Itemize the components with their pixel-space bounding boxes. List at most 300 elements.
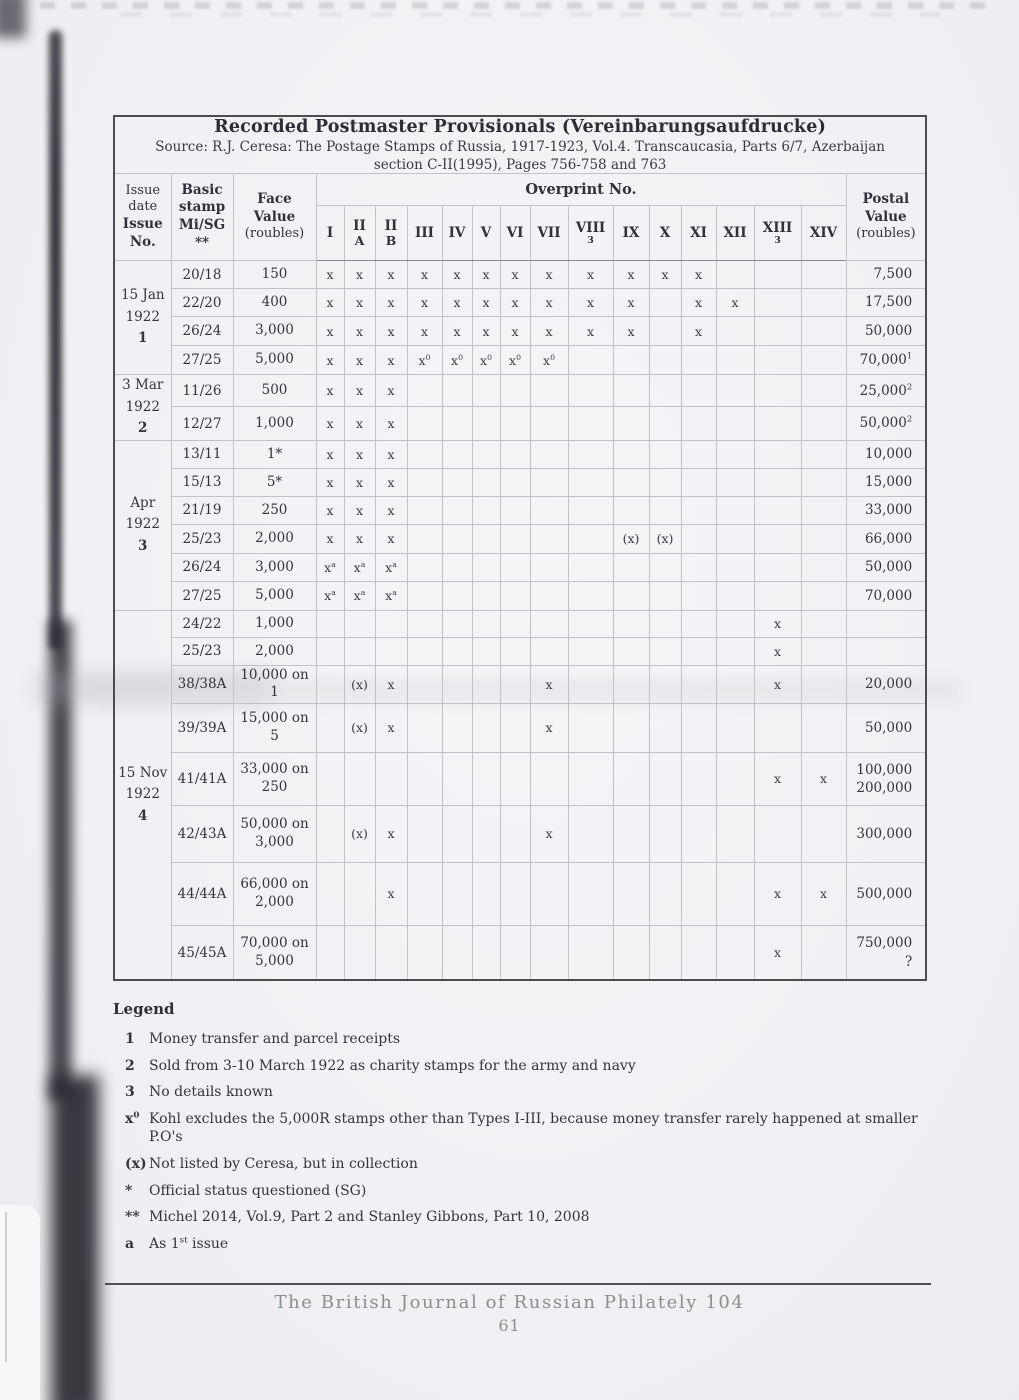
overprint-mark-cell — [472, 468, 500, 496]
table-row — [114, 610, 926, 637]
face-value-cell: 250 — [233, 496, 316, 524]
overprint-mark-cell — [442, 703, 472, 752]
overprint-mark-cell: $x^a$ — [375, 581, 407, 610]
legend-text: Sold from 3-10 March 1922 as charity stamps for the army and navy — [149, 1057, 636, 1074]
overprint-mark-cell — [344, 925, 375, 980]
face-value-cell: 5* — [233, 468, 316, 496]
overprint-mark-cell: x — [754, 925, 801, 980]
overprint-mark-cell — [801, 805, 846, 862]
table-row — [114, 805, 926, 862]
overprint-mark-cell: x — [530, 261, 568, 289]
postal-value-cell: 70,000$^1$ — [846, 346, 926, 375]
overprint-mark-cell — [801, 440, 846, 468]
footer-rule — [105, 1283, 931, 1285]
overprint-mark-cell — [530, 524, 568, 553]
postal-value-cell: 10,000 — [846, 440, 926, 468]
overprint-mark-cell: x — [316, 440, 344, 468]
overprint-mark-cell — [530, 407, 568, 440]
overprint-mark-cell — [500, 496, 530, 524]
overprint-mark-cell: $x^a$ — [344, 581, 375, 610]
overprint-mark-cell — [716, 703, 754, 752]
overprint-mark-cell: x — [375, 524, 407, 553]
overprint-mark-cell — [500, 703, 530, 752]
overprint-mark-cell — [716, 637, 754, 665]
overprint-mark-cell — [754, 524, 801, 553]
overprint-mark-cell: x — [344, 289, 375, 317]
overprint-mark-cell — [801, 524, 846, 553]
overprint-mark-cell — [472, 703, 500, 752]
legend-item — [113, 1057, 923, 1075]
legend-heading: Legend — [113, 1000, 175, 1018]
overprint-mark-cell — [568, 468, 613, 496]
face-value-header-unit: (roubles) — [244, 226, 305, 242]
issue-date-cell: Apr 1922 3 — [114, 440, 171, 610]
scanner-bed-line — [5, 1212, 7, 1362]
face-value-cell: 400 — [233, 289, 316, 317]
overprint-mark-cell — [801, 665, 846, 703]
overprint-mark-cell — [801, 346, 846, 375]
face-value-cell: 1* — [233, 440, 316, 468]
table-row — [114, 261, 926, 289]
overprint-mark-cell — [568, 637, 613, 665]
overprint-col-header: VII — [530, 206, 568, 261]
overprint-mark-cell — [530, 553, 568, 581]
overprint-mark-cell — [442, 581, 472, 610]
legend-symbol: 3 — [125, 1084, 135, 1101]
legend-symbol: * — [125, 1182, 133, 1199]
overprint-mark-cell — [500, 925, 530, 980]
overprint-mark-cell — [500, 553, 530, 581]
overprint-mark-cell: $x^a$ — [344, 553, 375, 581]
stamp-cell: 15/13 — [171, 468, 233, 496]
overprint-mark-cell — [407, 375, 442, 407]
overprint-mark-cell: x — [316, 468, 344, 496]
overprint-mark-cell: x — [344, 261, 375, 289]
overprint-mark-cell — [801, 610, 846, 637]
overprint-mark-cell: x — [375, 468, 407, 496]
postal-value-cell: 50,000$^2$ — [846, 407, 926, 440]
overprint-mark-cell — [375, 752, 407, 805]
overprint-mark-cell — [716, 440, 754, 468]
overprint-mark-cell — [407, 407, 442, 440]
overprint-mark-cell — [442, 468, 472, 496]
overprint-mark-cell — [407, 752, 442, 805]
postal-value-cell: 300,000 — [846, 805, 926, 862]
overprint-mark-cell — [500, 524, 530, 553]
face-value-cell: 5,000 — [233, 581, 316, 610]
overprint-mark-cell — [716, 553, 754, 581]
overprint-mark-cell — [568, 407, 613, 440]
overprint-mark-cell: x — [375, 496, 407, 524]
overprint-mark-cell — [754, 346, 801, 375]
overprint-mark-cell: x — [375, 261, 407, 289]
overprint-mark-cell — [472, 375, 500, 407]
overprint-mark-cell — [530, 375, 568, 407]
overprint-mark-cell — [649, 289, 681, 317]
postal-value-cell: 7,500 — [846, 261, 926, 289]
issue-date-cell: 3 Mar 1922 2 — [114, 375, 171, 441]
postal-value-cell: 20,000 — [846, 665, 926, 703]
legend-text: Official status questioned (SG) — [149, 1182, 367, 1199]
legend-text: Michel 2014, Vol.9, Part 2 and Stanley Gibbons, Part 10, 2008 — [149, 1209, 590, 1226]
legend-item — [113, 1155, 923, 1173]
table-row — [114, 440, 926, 468]
overprint-mark-cell: x — [375, 289, 407, 317]
overprint-mark-cell — [568, 346, 613, 375]
stamp-cell: 21/19 — [171, 496, 233, 524]
overprint-mark-cell — [649, 468, 681, 496]
postal-value-cell — [846, 610, 926, 637]
overprint-mark-cell: x — [681, 317, 716, 346]
overprint-mark-cell — [681, 496, 716, 524]
overprint-mark-cell — [681, 862, 716, 925]
stamp-cell: 26/24 — [171, 317, 233, 346]
overprint-mark-cell — [500, 375, 530, 407]
stamp-cell: 26/24 — [171, 553, 233, 581]
overprint-mark-cell — [407, 524, 442, 553]
overprint-mark-cell — [716, 752, 754, 805]
postal-value-cell — [846, 637, 926, 665]
overprint-mark-cell — [716, 524, 754, 553]
overprint-mark-cell: x — [568, 261, 613, 289]
table-row — [114, 637, 926, 665]
overprint-mark-cell — [375, 610, 407, 637]
overprint-mark-cell — [716, 317, 754, 346]
overprint-mark-cell: x — [530, 703, 568, 752]
overprint-mark-cell — [613, 805, 649, 862]
issue-date-cell: 15 Jan 1922 1 — [114, 261, 171, 375]
overprint-mark-cell — [649, 665, 681, 703]
overprint-mark-cell — [613, 440, 649, 468]
overprint-mark-cell — [344, 752, 375, 805]
overprint-mark-cell — [568, 375, 613, 407]
postal-value-cell: 100,000 200,000 — [846, 752, 926, 805]
overprint-mark-cell — [801, 925, 846, 980]
overprint-mark-cell — [375, 637, 407, 665]
overprint-mark-cell: x — [472, 261, 500, 289]
overprint-mark-cell — [801, 407, 846, 440]
overprint-mark-cell — [316, 925, 344, 980]
overprint-mark-cell — [568, 925, 613, 980]
face-value-cell: 70,000 on 5,000 — [233, 925, 316, 980]
overprint-mark-cell — [754, 440, 801, 468]
table-row — [114, 703, 926, 752]
overprint-mark-cell: x — [344, 496, 375, 524]
overprint-mark-cell — [568, 553, 613, 581]
face-value-cell: 10,000 on 1 — [233, 665, 316, 703]
overprint-col-header: III — [407, 206, 442, 261]
overprint-mark-cell — [442, 862, 472, 925]
legend-symbol: ** — [125, 1209, 140, 1226]
overprint-mark-cell: x — [375, 703, 407, 752]
overprint-mark-cell: x — [375, 440, 407, 468]
postal-value-cell: 50,000 — [846, 553, 926, 581]
overprint-mark-cell: x — [316, 375, 344, 407]
overprint-mark-cell — [613, 925, 649, 980]
overprint-mark-cell: x — [375, 375, 407, 407]
legend-text: As 1st issue — [149, 1235, 229, 1252]
legend-item — [113, 1083, 923, 1101]
overprint-mark-cell — [754, 496, 801, 524]
overprint-mark-cell — [500, 752, 530, 805]
overprint-mark-cell — [530, 496, 568, 524]
overprint-mark-cell — [649, 496, 681, 524]
overprint-mark-cell — [801, 637, 846, 665]
overprint-mark-cell: x — [316, 407, 344, 440]
legend-items — [113, 1030, 923, 1253]
face-value-cell: 3,000 — [233, 317, 316, 346]
overprint-mark-cell — [754, 407, 801, 440]
issue-date-cell: 15 Nov 1922 4 — [114, 610, 171, 980]
overprint-mark-cell — [568, 703, 613, 752]
legend-text: Not listed by Ceresa, but in collection — [149, 1155, 418, 1172]
overprint-mark-cell — [500, 637, 530, 665]
overprint-mark-cell: x — [442, 289, 472, 317]
issue-date-header-top: Issue date — [125, 182, 161, 215]
issue-date-header-bottom: Issue No. — [122, 216, 163, 250]
overprint-mark-cell — [530, 581, 568, 610]
overprint-mark-cell — [568, 752, 613, 805]
table-row — [114, 346, 926, 375]
face-value-cell: 2,000 — [233, 637, 316, 665]
scan-edge-band-bottom — [51, 1075, 99, 1400]
overprint-mark-cell — [442, 440, 472, 468]
overprint-mark-cell — [649, 752, 681, 805]
face-value-cell: 33,000 on 250 — [233, 752, 316, 805]
legend-text: Kohl excludes the 5,000R stamps other than Types I-III, because money transfer rarely happened at smaller P.O's — [149, 1111, 918, 1146]
legend-symbol: $x^0$ — [125, 1110, 140, 1128]
footer-page-number: 61 — [498, 1316, 521, 1335]
legend-symbol: a — [125, 1236, 135, 1252]
legend-symbol: (x) — [125, 1155, 147, 1172]
overprint-mark-cell — [681, 524, 716, 553]
overprint-mark-cell — [500, 581, 530, 610]
legend-item — [113, 1208, 923, 1226]
overprint-mark-cell: x — [500, 261, 530, 289]
overprint-mark-cell — [801, 468, 846, 496]
overprint-mark-cell: x — [649, 261, 681, 289]
overprint-mark-cell: x — [754, 610, 801, 637]
overprint-mark-cell: x — [801, 862, 846, 925]
overprint-mark-cell — [407, 862, 442, 925]
stamp-cell: 11/26 — [171, 375, 233, 407]
postal-value-cell: 17,500 — [846, 289, 926, 317]
overprint-mark-cell — [681, 375, 716, 407]
overprint-mark-cell — [801, 317, 846, 346]
overprint-mark-cell — [568, 610, 613, 637]
overprint-mark-cell: (x) — [344, 703, 375, 752]
overprint-mark-cell — [568, 665, 613, 703]
overprint-mark-cell — [472, 862, 500, 925]
scan-noise-top-2 — [120, 12, 940, 17]
overprint-mark-cell — [649, 440, 681, 468]
overprint-mark-cell — [344, 610, 375, 637]
overprint-mark-cell — [472, 553, 500, 581]
overprint-mark-cell — [681, 581, 716, 610]
overprint-mark-cell: x — [442, 317, 472, 346]
face-value-cell: 2,000 — [233, 524, 316, 553]
overprint-mark-cell: x — [344, 407, 375, 440]
overprint-mark-cell — [407, 440, 442, 468]
overprint-mark-cell — [681, 665, 716, 703]
overprint-mark-cell: $x^0$ — [472, 346, 500, 375]
provisionals-table — [113, 115, 927, 981]
overprint-mark-cell — [407, 496, 442, 524]
overprint-mark-cell — [754, 581, 801, 610]
overprint-mark-cell — [716, 346, 754, 375]
overprint-mark-cell — [407, 468, 442, 496]
postal-value-cell: 750,000 ? — [846, 925, 926, 980]
stamp-cell: 12/27 — [171, 407, 233, 440]
overprint-col-header: II A — [344, 206, 375, 261]
overprint-mark-cell: $x^0$ — [407, 346, 442, 375]
legend-item — [113, 1110, 923, 1146]
stamp-cell: 39/39A — [171, 703, 233, 752]
stamp-cell: 45/45A — [171, 925, 233, 980]
overprint-mark-cell — [442, 665, 472, 703]
overprint-mark-cell — [681, 752, 716, 805]
legend-text: Money transfer and parcel receipts — [149, 1031, 401, 1047]
overprint-mark-cell — [613, 553, 649, 581]
overprint-mark-cell: (x) — [344, 665, 375, 703]
overprint-col-header: XII — [716, 206, 754, 261]
overprint-mark-cell: x — [500, 317, 530, 346]
face-value-cell: 1,000 — [233, 610, 316, 637]
overprint-mark-cell — [500, 805, 530, 862]
face-value-header — [233, 174, 316, 261]
overprint-mark-cell: $x^a$ — [316, 553, 344, 581]
table-row — [114, 665, 926, 703]
overprint-mark-cell: x — [316, 261, 344, 289]
overprint-mark-cell — [649, 610, 681, 637]
overprint-mark-cell — [801, 496, 846, 524]
overprint-mark-cell: x — [801, 752, 846, 805]
overprint-mark-cell — [407, 610, 442, 637]
face-value-cell: 15,000 on 5 — [233, 703, 316, 752]
overprint-mark-cell — [316, 637, 344, 665]
overprint-mark-cell — [442, 407, 472, 440]
overprint-mark-cell — [407, 703, 442, 752]
overprint-mark-cell: x — [375, 665, 407, 703]
overprint-mark-cell — [442, 805, 472, 862]
overprint-mark-cell — [716, 665, 754, 703]
overprint-mark-cell — [407, 925, 442, 980]
overprint-mark-cell: x — [316, 289, 344, 317]
overprint-mark-cell: (x) — [344, 805, 375, 862]
overprint-mark-cell: x — [442, 261, 472, 289]
overprint-mark-cell — [472, 637, 500, 665]
postal-value-cell: 50,000 — [846, 317, 926, 346]
overprint-mark-cell — [649, 925, 681, 980]
postal-value-cell: 15,000 — [846, 468, 926, 496]
overprint-mark-cell — [681, 925, 716, 980]
overprint-mark-cell — [754, 289, 801, 317]
overprint-mark-cell: $x^a$ — [375, 553, 407, 581]
overprint-mark-cell — [530, 752, 568, 805]
overprint-mark-cell: x — [530, 665, 568, 703]
overprint-col-header: IX — [613, 206, 649, 261]
overprint-mark-cell: x — [407, 261, 442, 289]
overprint-mark-cell — [530, 610, 568, 637]
overprint-group-header: Overprint No. — [316, 174, 846, 206]
overprint-mark-cell — [472, 496, 500, 524]
overprint-mark-cell: x — [344, 468, 375, 496]
overprint-mark-cell — [472, 805, 500, 862]
overprint-mark-cell — [613, 346, 649, 375]
stamp-cell: 25/23 — [171, 524, 233, 553]
overprint-mark-cell — [530, 637, 568, 665]
overprint-mark-cell — [613, 637, 649, 665]
overprint-mark-cell — [316, 610, 344, 637]
overprint-mark-cell — [649, 703, 681, 752]
overprint-mark-cell — [754, 468, 801, 496]
face-value-cell: 3,000 — [233, 553, 316, 581]
overprint-mark-cell — [472, 752, 500, 805]
overprint-mark-cell: $x^a$ — [316, 581, 344, 610]
overprint-mark-cell: x — [407, 317, 442, 346]
face-value-cell: 5,000 — [233, 346, 316, 375]
overprint-mark-cell — [716, 862, 754, 925]
legend-item — [113, 1182, 923, 1200]
stamp-cell: 41/41A — [171, 752, 233, 805]
legend-symbol: 2 — [125, 1057, 135, 1074]
overprint-mark-cell — [472, 407, 500, 440]
overprint-mark-cell — [344, 862, 375, 925]
overprint-mark-cell — [344, 637, 375, 665]
overprint-mark-cell — [716, 925, 754, 980]
stamp-cell: 27/25 — [171, 581, 233, 610]
overprint-mark-cell: x — [613, 289, 649, 317]
table-row — [114, 925, 926, 980]
overprint-mark-cell — [754, 553, 801, 581]
table-row — [114, 752, 926, 805]
overprint-mark-cell: x — [716, 289, 754, 317]
overprint-mark-cell — [568, 440, 613, 468]
overprint-col-header: V — [472, 206, 500, 261]
overprint-mark-cell — [407, 665, 442, 703]
overprint-mark-cell — [754, 317, 801, 346]
overprint-mark-cell — [681, 553, 716, 581]
overprint-mark-cell — [472, 610, 500, 637]
overprint-mark-cell: x — [568, 317, 613, 346]
overprint-mark-cell: x — [375, 317, 407, 346]
overprint-mark-cell — [613, 496, 649, 524]
overprint-mark-cell: x — [530, 317, 568, 346]
overprint-mark-cell — [716, 468, 754, 496]
table-row — [114, 496, 926, 524]
overprint-mark-cell: x — [375, 346, 407, 375]
overprint-mark-cell — [442, 610, 472, 637]
overprint-mark-cell: x — [681, 289, 716, 317]
basic-stamp-header: Basic stamp Mi/SG ** — [171, 174, 233, 261]
overprint-mark-cell — [568, 581, 613, 610]
overprint-mark-cell — [681, 703, 716, 752]
overprint-mark-cell — [442, 375, 472, 407]
overprint-mark-cell: x — [530, 289, 568, 317]
overprint-mark-cell — [649, 375, 681, 407]
face-value-cell: 66,000 on 2,000 — [233, 862, 316, 925]
table-row — [114, 407, 926, 440]
overprint-mark-cell — [716, 496, 754, 524]
overprint-mark-cell: $x^0$ — [442, 346, 472, 375]
overprint-mark-cell — [613, 375, 649, 407]
overprint-mark-cell: $x^0$ — [530, 346, 568, 375]
table-row — [114, 317, 926, 346]
overprint-mark-cell — [681, 407, 716, 440]
overprint-mark-cell: x — [344, 317, 375, 346]
overprint-mark-cell — [613, 665, 649, 703]
overprint-mark-cell — [500, 407, 530, 440]
